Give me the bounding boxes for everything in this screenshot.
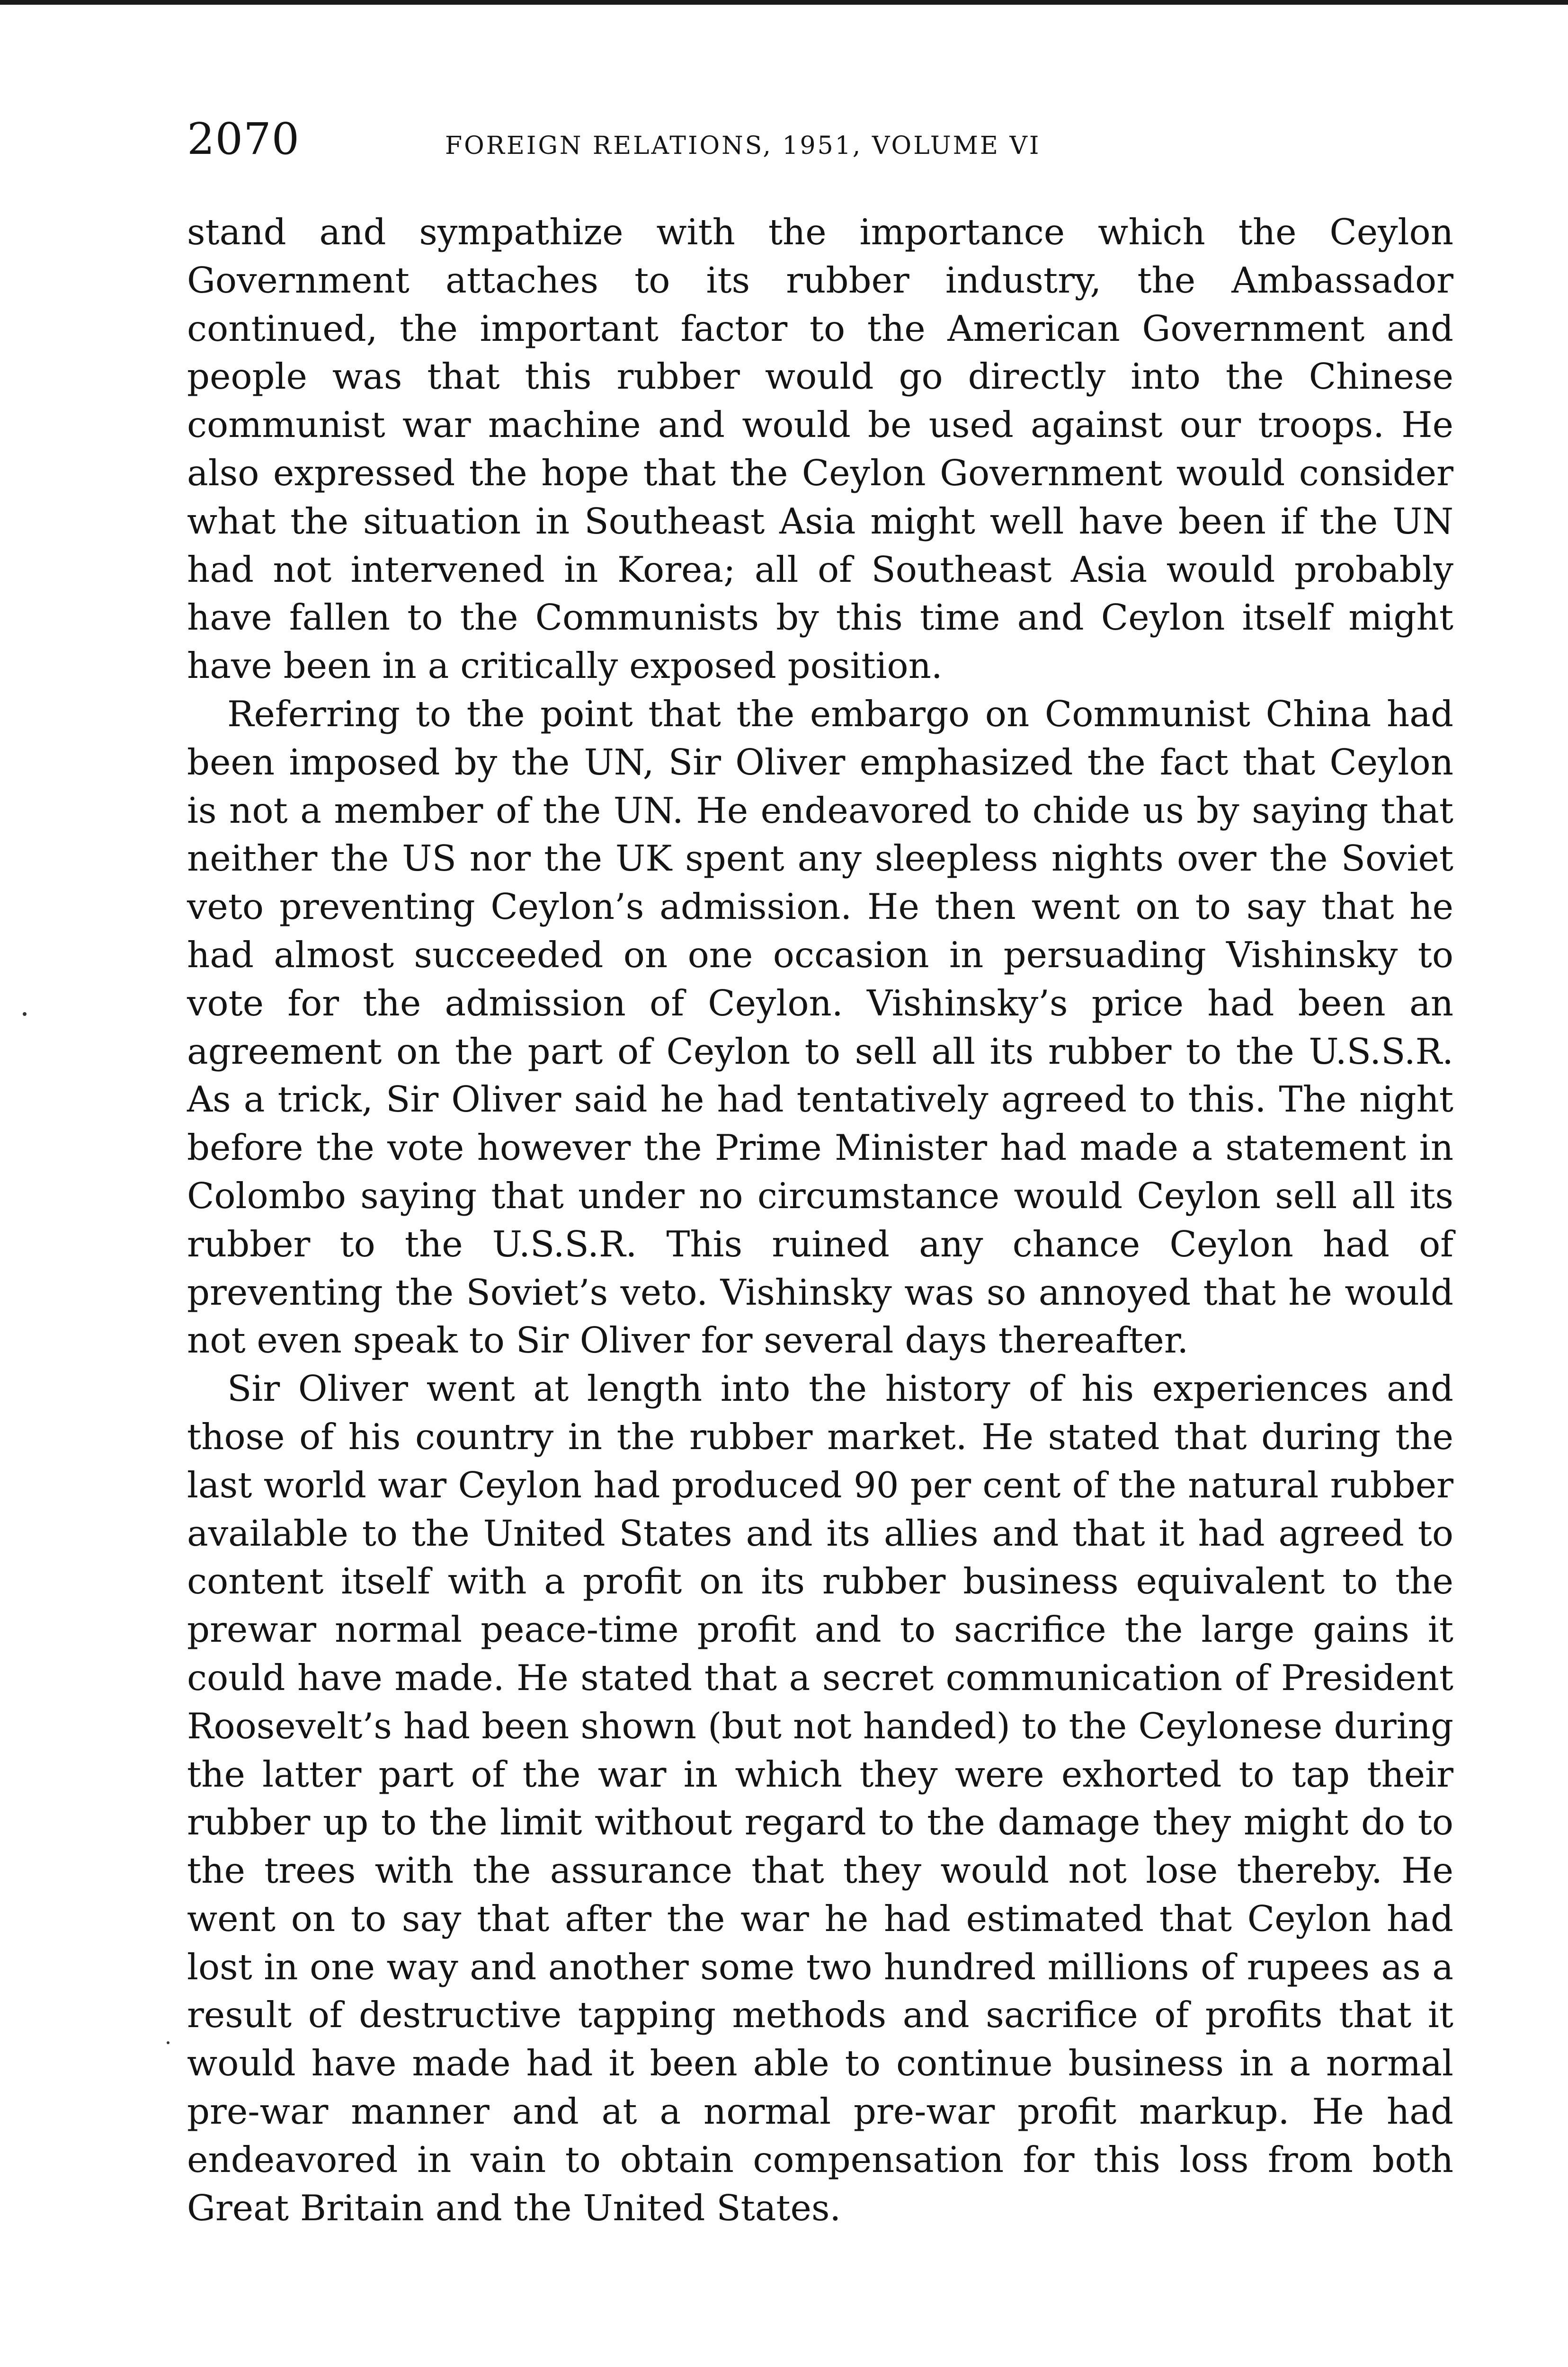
running-head-title: FOREIGN RELATIONS, 1951, VOLUME VI bbox=[445, 132, 1041, 160]
margin-speck bbox=[23, 1012, 27, 1016]
paragraph-continuation: stand and sympathize with the importance which the Ceylon Government attaches to its rubber industry, the Ambassador continued, the important factor to the American Government and people was that this rubber would go directly into the Chinese communist war machine and would be used against our troops. He also expressed the hope that the Ceylon Government would consider what the situation in Southeast Asia might well have been if the UN had not intervened in Korea; all of Southeast Asia would probably have fallen to the Communists by this time and Ceylon itself might have been in a critically exposed position. bbox=[187, 211, 1453, 687]
document-page bbox=[187, 114, 1453, 2232]
running-head bbox=[187, 114, 1453, 170]
scan-top-edge bbox=[0, 0, 1568, 5]
page-number: 2070 bbox=[187, 114, 300, 164]
body-text bbox=[187, 208, 1453, 2232]
paragraph-rubber-history: Sir Oliver went at length into the history of his experiences and those of his country in the rubber market. He stated that during the last world war Ceylon had produced 90 per cent of the natural rubber available to the United States and its allies and that it had agreed to content itself with a profit on its rubber business equivalent to the prewar normal peace-time profit and to sacrifice the large gains it could have made. He stated that a secret communication of President Roosevelt’s had been shown (but not handed) to the Ceylonese during the latter part of the war in which they were exhorted to tap their rubber up to the limit without regard to the damage they might do to the trees with the assurance that they would not lose thereby. He went on to say that after the war he had estimated that Ceylon had lost in one way and another some two hundred millions of rupees as a result of destructive tapping methods and sacrifice of profits that it would have made had it been able to continue business in a normal pre-war manner and at a normal pre-war profit markup. He had endeavored in vain to obtain compensation for this loss from both Great Britain and the United States. bbox=[187, 1368, 1453, 2229]
margin-speck bbox=[167, 2041, 169, 2044]
paragraph-un-membership: Referring to the point that the embargo on Communist China had been imposed by the UN, Sir Oliver emphasized the fact that Ceylon is not a member of the UN. He endeavored to chide us by saying that neither the US nor the UK spent any sleepless nights over the Soviet veto preventing Ceylon’s admission. He then went on to say that he had almost succeeded on one occasion in persuading Vishinsky to vote for the admission of Ceylon. Vishinsky’s price had been an agreement on the part of Ceylon to sell all its rubber to the U.S.S.R. As a trick, Sir Oliver said he had tentatively agreed to this. The night before the vote however the Prime Minister had made a statement in Colombo saying that under no circumstance would Ceylon sell all its rubber to the U.S.S.R. This ruined any chance Ceylon had of preventing the Soviet’s veto. Vishinsky was so annoyed that he would not even speak to Sir Oliver for several days thereafter. bbox=[187, 693, 1453, 1361]
